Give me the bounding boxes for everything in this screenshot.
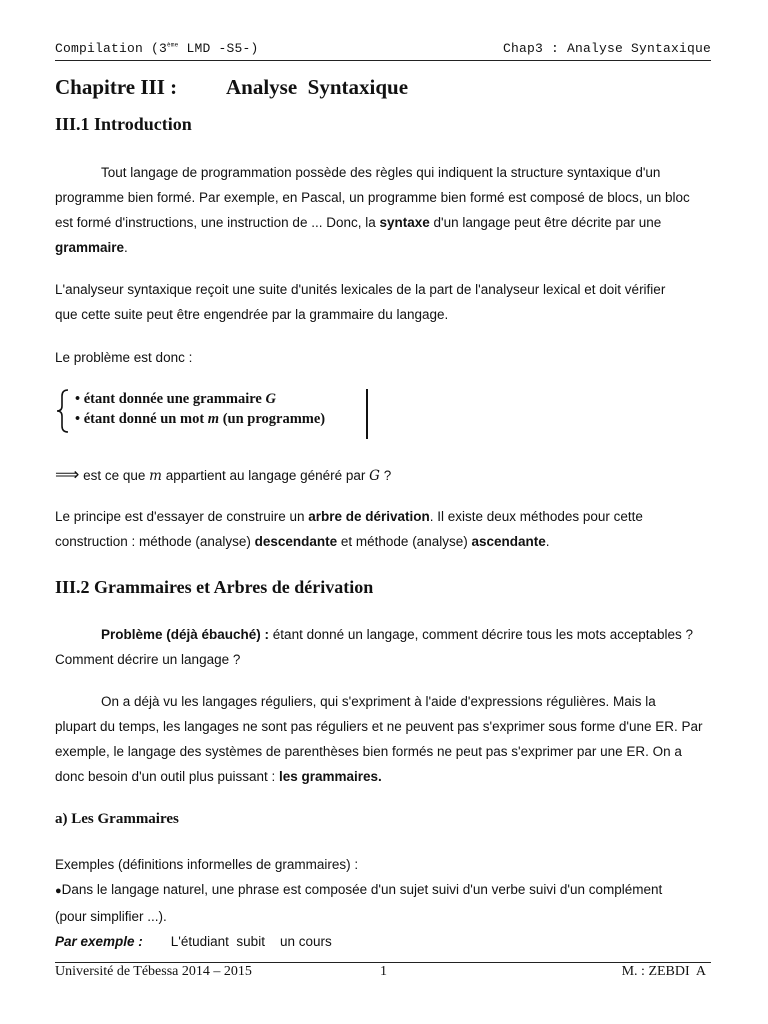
implies-arrow-icon: ⟹	[55, 465, 80, 484]
problem-formula	[55, 388, 375, 442]
footer-university: Université de Tébessa 2014 – 2015	[55, 964, 252, 979]
problem-intro: Le problème est donc :	[55, 350, 193, 365]
formula-item-grammar: • étant donnée une grammaire G	[75, 391, 276, 407]
problem-paragraph: Problème (déjà ébauché) : étant donné un langage, comment décrire tous les mots acceptables ? Comment décrire un langage ?	[55, 627, 694, 667]
running-header-right: Chap3 : Analyse Syntaxique	[502, 41, 711, 56]
page-number: 1	[380, 964, 387, 979]
formula-item-word: • étant donné un mot m (un programme)	[75, 411, 326, 427]
membership-question: ⟹ est ce que m appartient au langage généré par G ?	[55, 465, 392, 484]
principle-paragraph: Le principe est d'essayer de construire un arbre de dérivation. Il existe deux méthodes pour cette construction : méthode (analyse) descendante et méthode (analyse) ascendante.	[55, 509, 643, 549]
header-rule	[55, 60, 711, 61]
regular-languages-paragraph: On a déjà vu les langages réguliers, qui s'expriment à l'aide d'expressions régulières. Mais la plupart du temps, les langages ne sont pas réguliers et ne peuvent pas s'exprimer sous forme d'une ER. Par exemple, le langage des systèmes de parenthèses bien formés ne peut pas s'exprimer par une ER. On a donc besoin d'un outil plus puissant : les grammaires.	[55, 694, 703, 784]
section-heading-grammaires: III.2 Grammaires et Arbres de dérivation	[55, 577, 374, 597]
footer-author: M. : ZEBDI A	[621, 964, 706, 979]
left-brace-icon	[55, 388, 71, 434]
examples-intro: Exemples (définitions informelles de grammaires) :	[55, 857, 359, 872]
chapter-title: Analyse Syntaxique	[226, 75, 409, 99]
footer-rule	[55, 962, 711, 963]
example-line: Par exemple : L'étudiant subit un cours	[55, 934, 332, 949]
chapter-label: Chapitre III :	[55, 75, 178, 99]
running-header-left: Compilation (3ème LMD -S5-)	[55, 41, 259, 56]
formula-right-bar	[366, 389, 368, 439]
bullet-icon: ●	[55, 885, 62, 897]
bullet-natural-language: ●Dans le langage naturel, une phrase est composée d'un sujet suivi d'un verbe suivi d'un complément (pour simplifier ...).	[55, 882, 663, 924]
subsection-heading-grammaires: a) Les Grammaires	[55, 811, 179, 827]
intro-paragraph: Tout langage de programmation possède des règles qui indiquent la structure syntaxique d'un programme bien formé. Par exemple, en Pascal, un programme bien formé est composé de blocs, un bloc est formé d'instructions, une instruction de ... Donc, la syntaxe d'un langage peut être décrite par une grammaire.	[55, 165, 690, 255]
analyzer-paragraph: L'analyseur syntaxique reçoit une suite d'unités lexicales de la part de l'analyseur lexical et doit vérifier que cette suite peut être engendrée par la grammaire du langage.	[55, 282, 666, 322]
section-heading-introduction: III.1 Introduction	[55, 114, 192, 134]
